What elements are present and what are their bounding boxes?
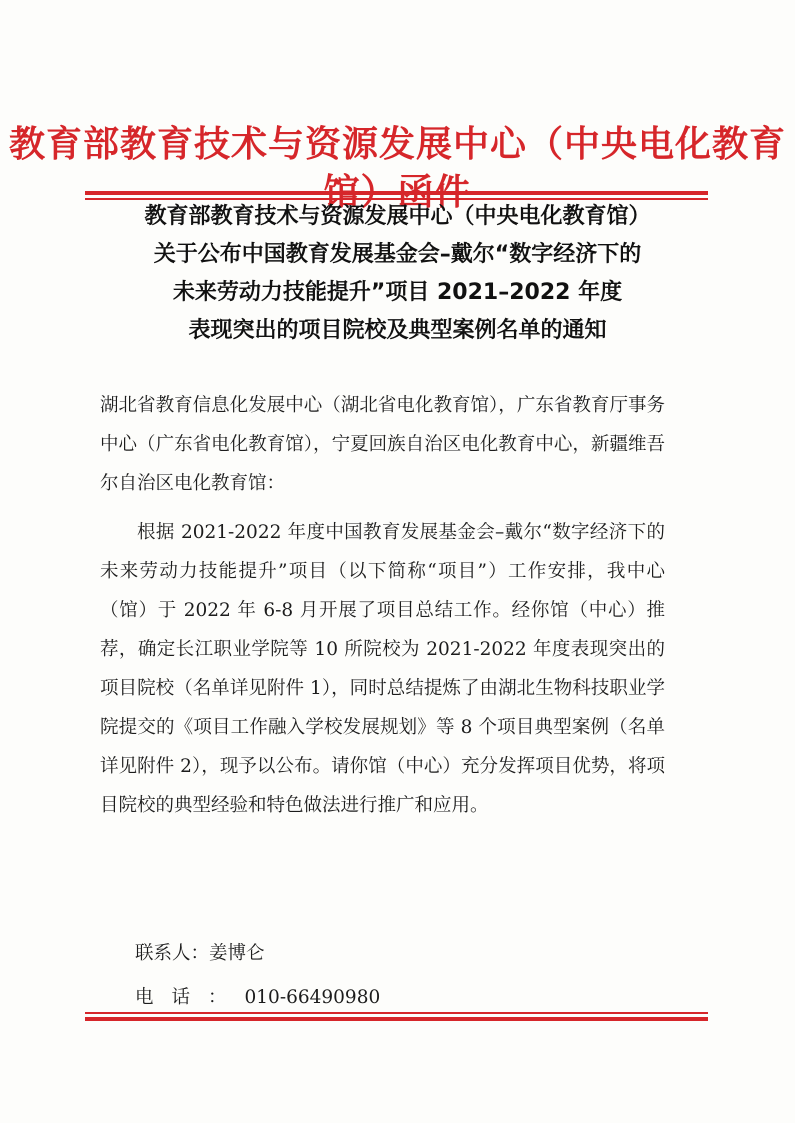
addressee: 湖北省教育信息化发展中心（湖北省电化教育馆），广东省教育厅事务中心（广东省电化教育馆），宁夏回族自治区电化教育中心，新疆维吾尔自治区电化教育馆： [100, 395, 665, 494]
title-line-1: 教育部教育技术与资源发展中心（中央电化教育馆） [144, 204, 651, 229]
title-line-4: 表现突出的项目院校及典型案例名单的通知 [188, 318, 607, 343]
title-line-2: 关于公布中国教育发展基金会–戴尔“数字经济下的 [153, 242, 642, 267]
contact-person [135, 939, 265, 969]
letterhead-rule-thick [85, 191, 708, 195]
body-paragraph: 根据 2021-2022 年度中国教育发展基金会–戴尔“数字经济下的未来劳动力技能提升”项目（以下简称“项目”）工作安排，我中心（馆）于 2022 年 6-8 月开展了项目总结工作。经你馆（中心）推荐，确定长江职业学院等 10 所院校为 2021-2022 年度表现突出的项目院校（名单详见附件 1），同时总结提炼了由湖北生物科技职业学院提交的《项目工作融入学校发展规划》等 8 个项目典型案例（名单详见附件 2），现予以公布。请你馆（中心）充分发挥项目优势，将项目院校的典型经验和特色做法进行推广和应用。 [100, 522, 665, 816]
contact-phone-value: 010-66490980 [244, 987, 381, 1008]
contact-phone-label: 电话： [135, 987, 245, 1008]
footer-rule-thick [85, 1017, 708, 1021]
title-line-3: 未来劳动力技能提升”项目 2021–2022 年度 [172, 280, 623, 305]
letterhead-title: 教育部教育技术与资源发展中心（中央电化教育 [8, 123, 786, 165]
contact-person-value: 姜博仑 [209, 943, 265, 964]
document-title [0, 198, 795, 350]
footer-rule-thin [85, 1012, 708, 1014]
contact-phone [135, 983, 380, 1013]
contact-person-label: 联系人： [135, 943, 210, 964]
